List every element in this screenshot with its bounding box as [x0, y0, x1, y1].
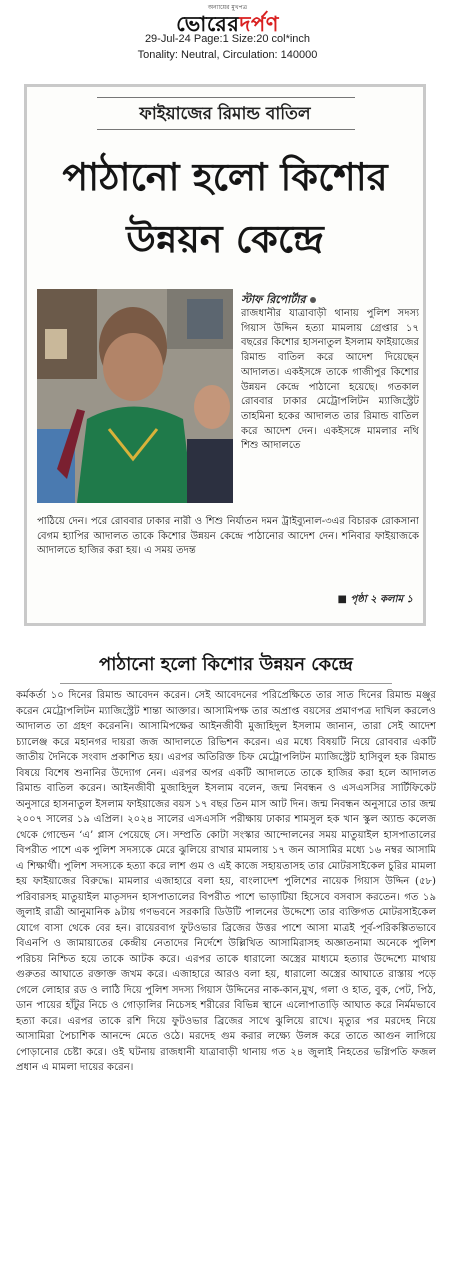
tonality-circulation-line: Tonality: Neutral, Circulation: 140000	[137, 49, 318, 61]
byline-text: স্টাফ রিপোর্টার	[241, 293, 306, 306]
masthead-tagline: অন্যায়ের মুখপত্র	[207, 4, 248, 11]
kicker-rule-top	[97, 97, 355, 98]
main-headline-line-2: উন্নয়ন কেন্দ্রে	[126, 217, 324, 261]
logo-main-text: ভোরের	[176, 12, 240, 36]
headline-rule	[60, 683, 392, 684]
continuation-body-text: কর্মকর্তা ১০ দিনের রিমান্ড আবেদন করেন। সেই আবেদনের পরিপ্রেক্ষিতে তার সাত দিনের রিমান্ড মঞ্জুর করেন মেট্রোপলিটন ম্যাজিস্ট্রেট শান্তা আক্তার। আসামিপক্ষ তার অপ্রাপ্ত বয়সের প্রমাণপত্র দাখিল করলেও আদালত তা গ্রহণ করেননি। আসামিপক্ষের আইনজীবী মুজাহিদুল ইসলাম জানান, তারা সেই আদেশ চ্যালেঞ্জ করে মহানগর দায়রা জজ আদালতে রিভিশন করেন। এর মধ্যে বিষয়টি নিয়ে রোববার একটি জাতীয় দৈনিকে সংবাদ প্রকাশিত হয়। এরপর অতিরিক্ত চিফ মেট্রোপলিটন ম্যাজিস্ট্রেট হাসিবুল হক রিমান্ড বিষয়ে বিশেষ শুনানির উদ্যোগ নেন। এরপর অপর একটি আদালতে তাকে হাজির করা হলে আদালত রিমান্ড বাতিল করেন। আইনজীবী মুজাহিদুল ইসলাম বলেন, জন্ম নিবন্ধন ও এসএসসির সার্টিফিকেট অনুসারে হাসনাতুল ইসলাম ফাইয়াজের বয়স ১৭ বছর তিন মাস আট দিন। জন্ম নিবন্ধন অনুসারে তার জন্ম ২০০৭ সালের ১৯ এপ্রিল। ২০২৪ সালের এসএসসি পরীক্ষায় ঢাকার শামসুল হক খান স্কুল অ্যান্ড কলেজ থেকে গোল্ডেন ‘এ’ প্লাস পেয়েছে সে। সম্প্রতি কোটা সংস্কার আন্দোলনের সময় মাতুয়াইল হাসপাতালের বিপরীত পাশে এক পুলিশ সদস্যকে মেরে ঝুলিয়ে রাখার মামলায় ১৭ জন আসামির মধ্যে ১৬ নম্বর আসামি এ শিক্ষার্থী। পুলিশ সদস্যকে হত্যা করে লাশ গুম ও এই কাজে সহায়তাসহ তার মোটরসাইকেল চুরির মামলা হয় ফাইয়াজের বিরুদ্ধে। মামলার এজাহারে বলা হয়, বাংলাদেশ পুলিশের নায়েক গিয়াস উদ্দিন (৫৮) পরিবারসহ মাতুয়াইল মাতৃসদন হাসপাতালের বিপরীত পাশে ভাড়াটিয়া হিসেবে বসবাস করতেন। গত ১৯ জুলাই রাত্রী আনুমানিক ৯টায় গণভবনে সরকারি ডিউটি পালনের উদ্দেশ্যে তার ব্যক্তিগত মোটরসাইকেল যোগে বাসা থেকে বের হন। রায়েরবাগ ফুটওভার ব্রিজের উত্তর পাশে আসা মাত্রই পূর্ব-পরিকল্পিতভাবে বিএনপি ও জামায়াতের কেন্দ্রীয় নেতাদের নির্দেশে উল্লিখিত আসামিরাসহ অজ্ঞাতনামা অনেকে পুলিশ পরিচয় নিশ্চিত হয়ে তাকে আটক করে। এরপর তাকে ধারালো অস্ত্রের মাধ্যমে হত্যার উদ্দেশ্যে মাথায় গুরুতর আঘাতে রক্তাক্ত জখম করে। এজাহারে আরও বলা হয়, ধারালো অস্ত্রের আঘাতে রাস্তায় পড়ে গেলে লোহার রড ও লাঠি দিয়ে পুলিশ সদস্য গিয়াস উদ্দিনের নাক-কান,মুখ, গলা ও হাত, বুক, পেট, পিঠ, ডান পায়ের হাঁটুর নিচে ও গোড়ালির নিচেসহ শরীরের বিভিন্ন স্থানে এলোপাতাড়ি আঘাত করে নির্মমভাবে হত্যা করে। এরপর তাকে রশি দিয়ে ফুটওভার ব্রিজের সাথে ঝুলিয়ে রাখে। মৃত্যুর পর মরদেহ নিয়ে আসামিরা পৈচাশিক আনন্দে মেতে ওঠে। মরদেহ গুম করার লক্ষ্যে উলঙ্গ করে তাতে আগুন লাগিয়ে পোড়ানোর চেষ্টা করে। ওই ঘটনায় রাজধানী যাত্রাবাড়ী থানায় গত ২৪ জুলাই নিহতের ভগ্নিপতি ফজল প্রধান এ মামলা দায়ের করেন।	[16, 690, 436, 1073]
photo-illustration	[37, 289, 233, 503]
clipping-meta-line: 29-Jul-24 Page:1 Size:20 col*inch	[144, 33, 311, 45]
bullet-icon	[310, 297, 316, 303]
article-lead-text: রাজধানীর যাত্রাবাড়ী থানায় পুলিশ সদস্য গিয়াস উদ্দিন হত্যা মামলায় গ্রেপ্তার ১৭ বছরের কিশোর হাসনাতুল ইসলাম ফাইয়াজের রিমান্ড বাতিল করে আদেশ দিয়েছেন আদালত। একইসঙ্গে তাকে গাজীপুর কিশোর উন্নয়ন কেন্দ্রে পাঠানো হয়েছে। গতকাল রোববার ঢাকার মেট্রোপলিটন ম্যাজিস্ট্রেট তাহমিনা হকের আদালত তার রিমান্ড বাতিল করে আদেশ দেন। একইসঙ্গে মামলার নথি শিশু আদালতে	[241, 308, 419, 452]
continuation-headline: পাঠানো হলো কিশোর উন্নয়ন কেন্দ্রে	[99, 654, 353, 675]
inside-page-clipping	[10, 640, 442, 1270]
kicker-headline: ফাইয়াজের রিমান্ড বাতিল	[139, 104, 311, 124]
logo-accent-text: দর্পণ	[239, 12, 279, 36]
kicker-rule-bottom	[97, 129, 355, 130]
continued-on-page-label: ■ পৃষ্ঠা ২ কলাম ১	[334, 592, 413, 609]
jump-text: পৃষ্ঠা ২ কলাম ১	[350, 594, 413, 605]
front-page-clipping	[24, 84, 426, 626]
main-headline-line-1: পাঠানো হলো কিশোর	[62, 155, 388, 199]
masthead	[0, 4, 455, 36]
news-photo	[37, 289, 233, 503]
article-lead-continued: পাঠিয়ে দেন। পরে রোববার ঢাকার নারী ও শিশু নির্যাতন দমন ট্রাইব্যুনাল-৩এর বিচারক রোকসানা বেগম হ্যাপির আদালত তাকে কিশোর উন্নয়ন কেন্দ্রে পাঠানোর আদেশ দেন। শনিবার ফাইয়াজকে আদালতে হাজির করা হয়। এ সময় তদন্ত	[37, 516, 419, 557]
